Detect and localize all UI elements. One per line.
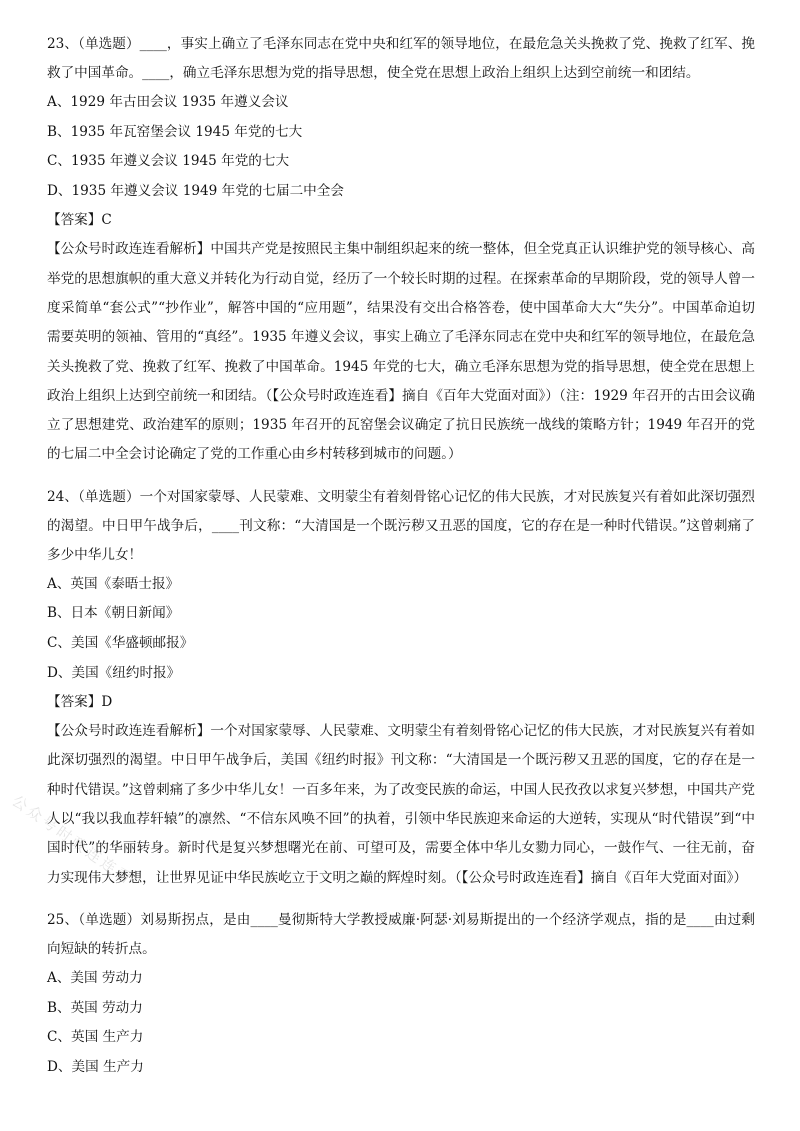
question-stem: 23、（单选题）____，事实上确立了毛泽东同志在党中央和红军的领导地位，在最危急关头挽救了党、挽救了红军、挽救了中国革命。____，确立毛泽东思想为党的指导思想，使全党在思想上政治上组织上达到空前统一和团结。 — [47, 36, 755, 81]
option-a[interactable]: A、1929 年古田会议 1935 年遵义会议 — [47, 94, 289, 110]
answer-label: 【答案】D — [47, 694, 113, 711]
option-c[interactable]: C、1935 年遵义会议 1945 年党的七大 — [47, 153, 290, 170]
analysis-text: 【公众号时政连连看解析】中国共产党是按照民主集中制组织起来的统一整体，但全党真正认识维护党的领导核心、高举党的思想旗帜的重大意义并转化为行动自觉，经历了一个较长时期的过程。在探索革命的早期阶段，党的领导人曾一度采简单“套公式”“抄作业”，解答中国的“应用题”，结果没有交出合格答卷，使中国革命大大“失分”。中国革命迫切需要英明的领袖、管用的“真经”。1935 年遵义会议，事实上确立了毛泽东同志在党中央和红军的领导地位，在最危急关头挽救了党、挽救了红军、挽救了中国革命。1945 年党的七大，确立毛泽东思想为党的指导思想，使全党在思想上政治上组织上达到空前统一和团结。（【公众号时政连连看】摘自《百年大党面对面》）（注：1929 年召开的古田会议确立了思想建党、政治建军的原则；1935 年召开的瓦窑堡会议确定了抗日民族统一战线的策略方针；1949 年召开的党的七届二中全会讨论确定了党的工作重心由乡村转移到城市的问题。） — [47, 241, 755, 463]
watermark: 公众号时政连连看 — [8, 791, 137, 889]
analysis-text: 【公众号时政连连看解析】一个对国家蒙辱、人民蒙难、文明蒙尘有着刻骨铭心记忆的伟大民族，才对民族复兴有着如此深切强烈的渴望。中日甲午战争后，美国《纽约时报》刊文称：“大清国是一个既污秽又丑恶的国度，它的存在是一种时代错误。”这曾刺痛了多少中华儿女！一百多年来，为了改变民族的命运，中国人民孜孜以求复兴梦想，中国共产党人以“我以我血荐轩辕”的凛然、“不信东风唤不回”的执着，引领中华民族迎来命运的大逆转，实现从“时代错误”到“中国时代”的华丽转身。新时代是复兴梦想曙光在前、可望可及，需要全体中华儿女勠力同心，一鼓作气、一往无前，奋力实现伟大梦想，让世界见证中华民族屹立于文明之巅的辉煌时刻。（【公众号时政连连看】摘自《百年大党面对面》） — [47, 723, 755, 886]
option-b[interactable]: B、日本《朝日新闻》 — [47, 605, 180, 622]
answer-label: 【答案】C — [47, 212, 112, 229]
document-page — [47, 30, 755, 1082]
question-stem: 24、（单选题）一个对国家蒙辱、人民蒙难、文明蒙尘有着刻骨铭心记忆的伟大民族，才对民族复兴有着如此深切强烈的渴望。中日甲午战争后，____刊文称：“大清国是一个既污秽又丑恶的国度，它的存在是一种时代错误。”这曾刺痛了多少中华儿女！ — [47, 488, 755, 563]
question-24 — [47, 483, 755, 893]
option-d[interactable]: D、美国《纽约时报》 — [47, 664, 181, 681]
question-25 — [47, 906, 755, 1082]
option-d[interactable]: D、1935 年遵义会议 1949 年党的七届二中全会 — [47, 182, 344, 199]
question-23 — [47, 30, 755, 470]
question-stem: 25、（单选题）刘易斯拐点，是由____曼彻斯特大学教授威廉·阿瑟·刘易斯提出的一个经济学观点，指的是____由过剩向短缺的转折点。 — [47, 911, 755, 957]
option-a[interactable]: A、美国 劳动力 — [47, 969, 143, 986]
option-b[interactable]: B、英国 劳动力 — [47, 999, 143, 1016]
option-c[interactable]: C、美国《华盛顿邮报》 — [47, 634, 194, 651]
option-c[interactable]: C、英国 生产力 — [47, 1029, 144, 1046]
option-b[interactable]: B、1935 年瓦窑堡会议 1945 年党的七大 — [47, 123, 303, 140]
option-d[interactable]: D、美国 生产力 — [47, 1058, 144, 1075]
option-a[interactable]: A、英国《泰晤士报》 — [47, 575, 180, 592]
